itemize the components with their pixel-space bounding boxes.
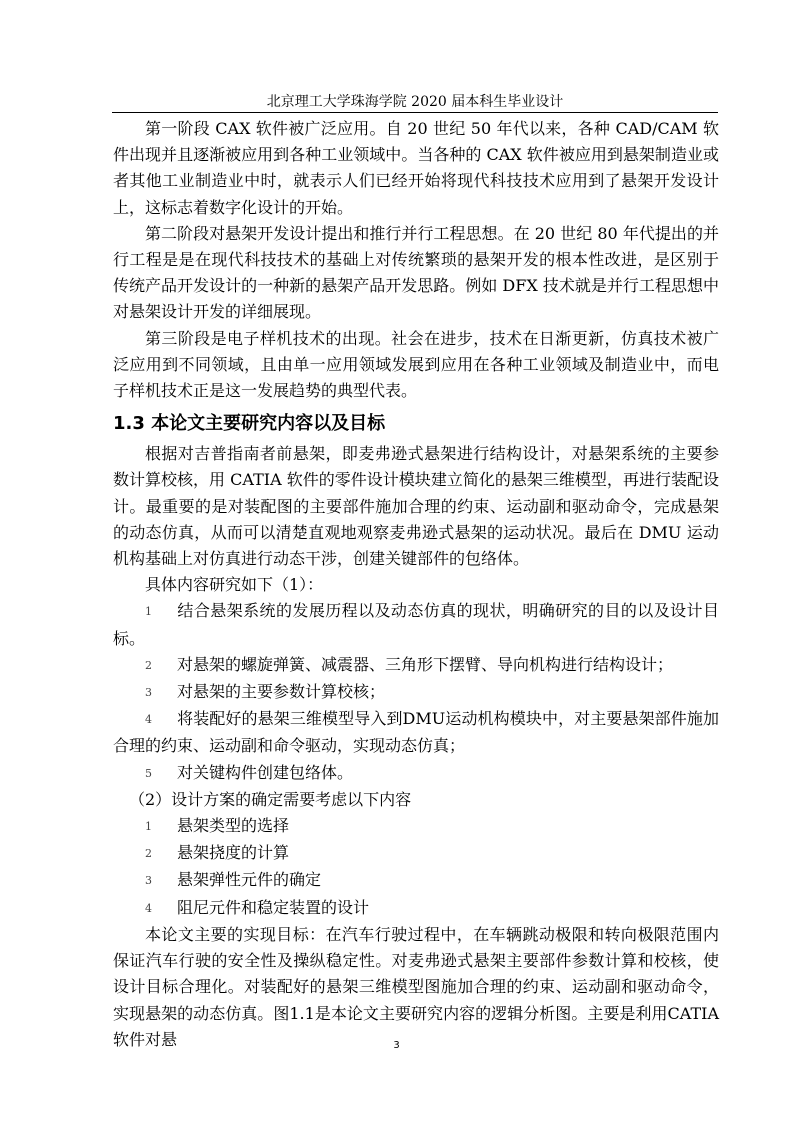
list1-item [113, 706, 719, 759]
page-body [113, 116, 719, 1053]
list-number: 4 [145, 901, 152, 915]
list1-item [113, 679, 719, 706]
paragraph-goal: 本论文主要的实现目标：在汽车行驶过程中，在车辆跳动极限和转向极限范围内保证汽车行驶的安全性及操纵稳定性。对麦弗逊式悬架主要部件参数计算和校核，使设计目标合理化。对装配好的悬架三维模型图施加合理的约束、运动副和驱动命令，实现悬架的动态仿真。图1.1是本论文主要研究内容的逻辑分析图。主要是利用CATIA软件对悬 [113, 924, 719, 1049]
list-number: 2 [145, 847, 152, 861]
list-text: 对关键构件创建包络体。 [177, 762, 354, 782]
paragraph-stage-1: 第一阶段 CAX 软件被广泛应用。自 20 世纪 50 年代以来，各种 CAD/CAM 软件出现并且逐渐被应用到各种工业领域中。当各种的 CAX 软件被应用到悬架制造业或者其他工业制造业中时，就表示人们已经开始将现代科技技术应用到了悬架开发设计上，这标志着数字化设计的开始。 [113, 119, 719, 217]
list-number: 2 [145, 658, 152, 672]
list1-title: 具体内容研究如下（1）： [145, 575, 324, 595]
list-text: 悬架类型的选择 [177, 816, 290, 836]
section-heading: 1.3 本论文主要研究内容以及目标 [113, 413, 386, 435]
list2-title: （2）设计方案的确定需要考虑以下内容 [129, 789, 412, 809]
list-text: 对悬架的螺旋弹簧、减震器、三角形下摆臂、导向机构进行结构设计； [177, 654, 674, 674]
list-number: 3 [145, 686, 152, 700]
list-text: 结合悬架系统的发展历程以及动态仿真的现状，明确研究的目的以及设计目标。 [113, 601, 719, 648]
list-number: 5 [145, 766, 152, 780]
list-text: 悬架弹性元件的确定 [177, 870, 322, 890]
list1-item [113, 652, 719, 679]
page-header: 北京理工大学珠海学院 2020 届本科生毕业设计 [266, 94, 564, 110]
list-text: 悬架挠度的计算 [177, 843, 290, 863]
list2-item [113, 813, 719, 840]
paragraph-intro: 根据对吉普指南者前悬架，即麦弗逊式悬架进行结构设计，对悬架系统的主要参数计算校核，用 CATIA 软件的零件设计模块建立简化的悬架三维模型，再进行装配设计。最重要的是对装配图的主要部件施加合理的约束、运动副和驱动命令，完成悬架的动态仿真，从而可以清楚直观地观察麦弗逊式悬架的运动状况。最后在 DMU 运动机构基础上对仿真进行动态干涉，创建关键部件的包络体。 [113, 444, 719, 569]
paragraph-stage-2: 第二阶段对悬架开发设计提出和推行并行工程思想。在 20 世纪 80 年代提出的并行工程是是在现代科技技术的基础上对传统繁琐的悬架开发的根本性改进，是区别于传统产品开发设计的一种新的悬架产品开发思路。例如 DFX 技术就是并行工程思想中对悬架设计开发的详细展现。 [113, 223, 719, 322]
page-number: 3 [393, 1040, 400, 1051]
list2-item [113, 867, 719, 894]
list-text: 阻尼元件和稳定装置的设计 [177, 897, 370, 917]
list-text: 对悬架的主要参数计算校核； [177, 682, 386, 702]
list-number: 4 [145, 713, 152, 727]
list1-item [113, 598, 719, 651]
list-number: 3 [145, 874, 152, 888]
list1-item [113, 760, 719, 787]
list-number: 1 [145, 820, 152, 834]
list2-item [113, 840, 719, 867]
list2-item [113, 895, 719, 922]
paragraph-stage-3: 第三阶段是电子样机技术的出现。社会在进步，技术在日渐更新，仿真技术被广泛应用到不同领域，且由单一应用领域发展到应用在各种工业领域及制造业中，而电子样机技术正是这一发展趋势的典型代表。 [113, 328, 719, 401]
list-number: 1 [145, 605, 152, 619]
header-rule [112, 112, 718, 113]
list-text: 将装配好的悬架三维模型导入到DMU运动机构模块中，对主要悬架部件施加合理的约束、运动副和命令驱动，实现动态仿真； [113, 709, 719, 756]
